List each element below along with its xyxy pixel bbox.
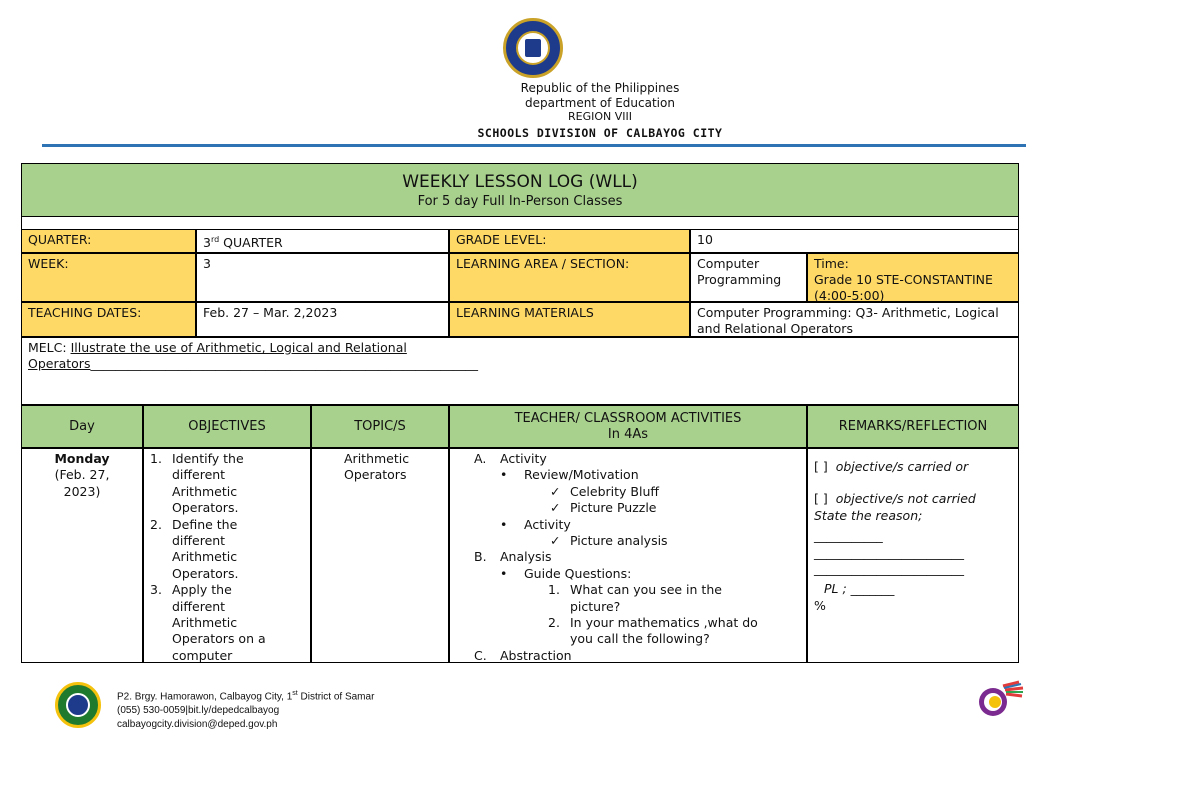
objective-item: 3. Apply the different Arithmetic Operators on a computer: [150, 582, 266, 663]
document-title: WEEKLY LESSON LOG (WLL): [402, 172, 638, 192]
title-box: [21, 163, 1019, 217]
grade-level-label: GRADE LEVEL:: [449, 229, 690, 253]
check-icon: ✓: [550, 500, 561, 516]
learning-area-label: LEARNING AREA / SECTION:: [449, 253, 690, 302]
teaching-dates-value: Feb. 27 – Mar. 2,2023: [196, 302, 449, 337]
checkbox-not-carried[interactable]: [ ]: [814, 491, 828, 507]
learning-area-value: Computer Programming: [690, 253, 807, 302]
header-republic: Republic of the Philippines: [520, 81, 680, 95]
melc-fill-line: ______________________________________________________________: [90, 356, 478, 371]
header-division: SCHOOLS DIVISION OF CALBAYOG CITY: [477, 126, 723, 140]
remark-carried: [ ] objective/s carried or: [814, 459, 969, 474]
teaching-dates-label: TEACHING DATES:: [21, 302, 196, 337]
objectives-cell: [143, 448, 311, 663]
topic-line-1: Arithmetic: [344, 451, 410, 466]
activity-check-item: ✓ Picture analysis: [550, 533, 668, 549]
topic-line-2: Operators: [344, 467, 407, 483]
time-cell: [807, 253, 1019, 302]
week-label: WEEK:: [21, 253, 196, 302]
reason-blank-1[interactable]: ___________: [814, 528, 883, 544]
pl-blank[interactable]: _______: [850, 581, 895, 597]
grade-level-value: 10: [690, 229, 1019, 253]
time-label: Time:: [814, 256, 849, 271]
activity-check-item: ✓ Picture Puzzle: [550, 500, 657, 516]
checkbox-carried[interactable]: [ ]: [814, 459, 828, 474]
pl-line: PL ; _______: [824, 581, 895, 597]
day-date-1: (Feb. 27,: [54, 467, 110, 483]
activity-bullet: • Review/Motivation: [500, 467, 639, 483]
day-name: Monday: [54, 451, 110, 466]
objective-item: 1. Identify the different Arithmetic Operators.: [150, 451, 244, 516]
col-day: Day: [21, 405, 143, 448]
check-icon: ✓: [550, 483, 561, 499]
remark-not-carried: [ ] objective/s not carried: [814, 491, 976, 507]
guide-question: 1. What can you see in the picture?: [548, 582, 722, 614]
col-activities: [449, 405, 807, 448]
header-rule: [42, 144, 1026, 147]
learning-materials-value: Computer Programming: Q3- Arithmetic, Logical and Relational Operators: [690, 302, 1019, 337]
reason-blank-2[interactable]: ________________________: [814, 544, 964, 560]
reason-blank-3[interactable]: ________________________: [814, 561, 964, 577]
time-value: Grade 10 STE-CONSTANTINE (4:00-5:00): [814, 272, 993, 303]
activity-bullet: • Guide Questions:: [500, 565, 632, 581]
quarter-label: QUARTER:: [21, 229, 196, 253]
header-department: department of Education: [525, 96, 675, 110]
topic-cell: [311, 448, 449, 663]
melc-cell: [21, 337, 1019, 405]
activity-section-b: B. Analysis: [474, 549, 552, 565]
objective-item: 2. Define the different Arithmetic Operators.: [150, 516, 239, 581]
footer-phone: (055) 530-0059|bit.ly/depedcalbayog: [117, 705, 280, 717]
guide-question: 2. In your mathematics ,what do you call the following?: [548, 615, 758, 647]
footer-address: P2. Brgy. Hamorawon, Calbayog City, 1st District of Samar: [117, 690, 375, 703]
melc-label: MELC:: [28, 340, 71, 355]
document-subtitle: For 5 day Full In-Person Classes: [417, 194, 623, 209]
matatag-logo: [975, 680, 1025, 720]
deped-seal-logo: [503, 18, 563, 78]
check-icon: ✓: [550, 533, 561, 549]
header-region: REGION VIII: [567, 110, 632, 123]
activity-section-a: A. Activity: [474, 451, 547, 466]
footer-contact: [117, 687, 374, 732]
activities-cell: [449, 448, 807, 663]
remarks-cell: [807, 448, 1019, 663]
remark-reason-label: State the reason;: [814, 507, 923, 523]
activity-section-c: C. Abstraction: [474, 647, 572, 663]
col-objectives: OBJECTIVES: [143, 405, 311, 448]
pl-percent: %: [814, 597, 826, 613]
quarter-value: 3rd QUARTER: [196, 229, 449, 253]
learning-materials-label: LEARNING MATERIALS: [449, 302, 690, 337]
melc-text-cont: Operators: [28, 356, 91, 371]
day-date-2: 2023): [63, 483, 101, 499]
activity-bullet: • Activity: [500, 516, 571, 532]
col-topics: TOPIC/S: [311, 405, 449, 448]
col-activities-line2: In 4As: [607, 426, 649, 442]
division-badge-logo: [55, 682, 101, 728]
col-activities-line1: TEACHER/ CLASSROOM ACTIVITIES: [514, 410, 742, 426]
week-value: 3: [196, 253, 449, 302]
activity-check-item: ✓ Celebrity Bluff: [550, 483, 659, 499]
footer-email: calbayogcity.division@deped.gov.ph: [117, 719, 278, 731]
col-remarks: REMARKS/REFLECTION: [807, 405, 1019, 448]
day-cell: [21, 448, 143, 663]
melc-text: Illustrate the use of Arithmetic, Logical and Relational: [70, 340, 407, 355]
